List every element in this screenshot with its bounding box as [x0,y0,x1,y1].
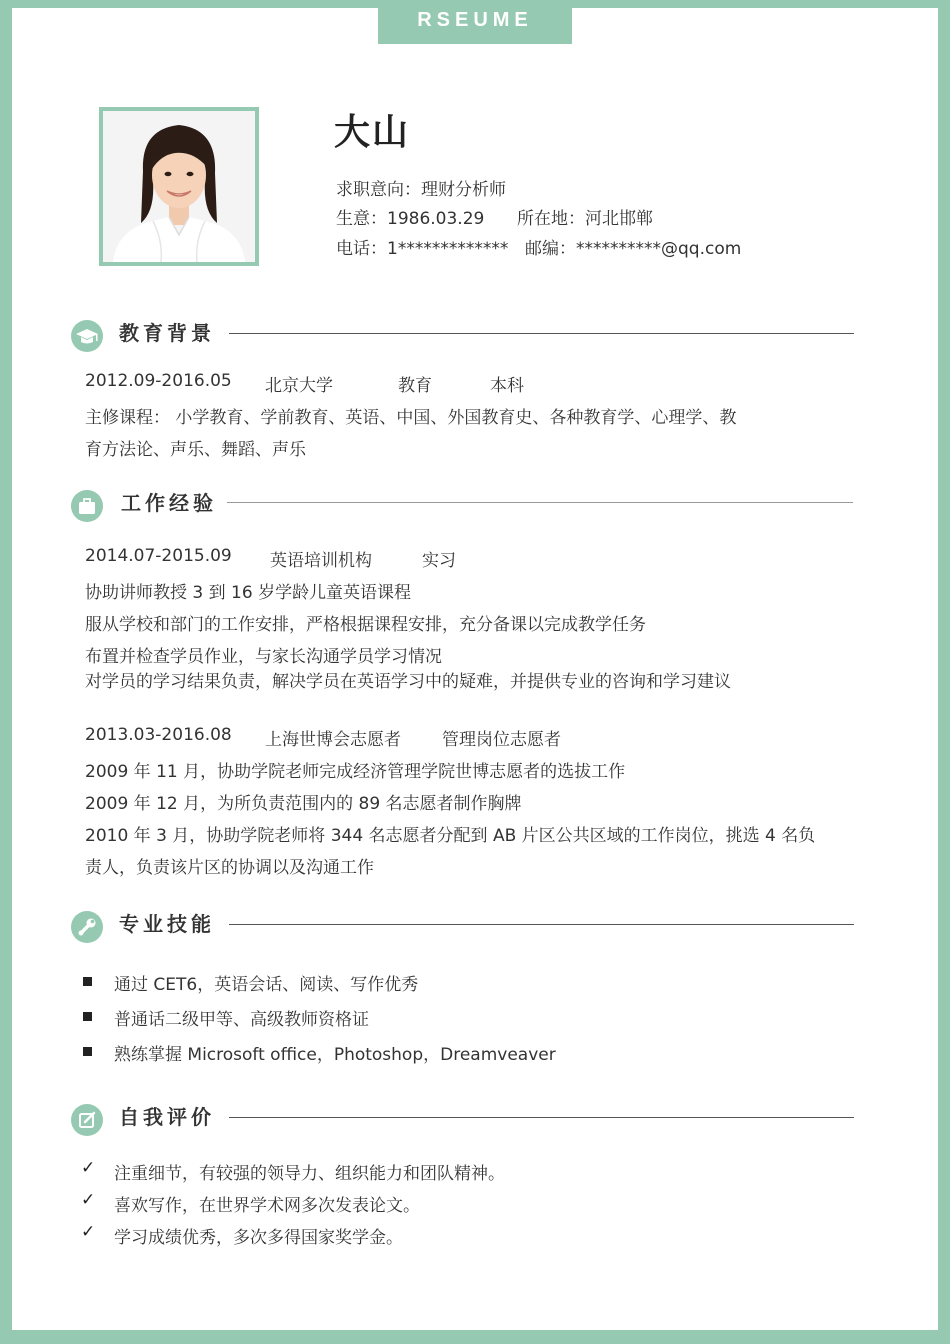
job1-line: 布置并检查学员作业，与家长沟通学员学习情况 [85,647,442,667]
portrait-illustration [103,111,255,262]
evaluation-item: 学习成绩优秀，多次多得国家奖学金。 [114,1228,403,1248]
edit-icon [71,1104,103,1136]
job1-period: 2014.07-2015.09 [85,546,232,566]
edu-period: 2012.09-2016.05 [85,371,232,391]
skill-item: 普通话二级甲等、高级教师资格证 [114,1010,369,1030]
evaluation-item: 喜欢写作，在世界学术网多次发表论文。 [114,1196,420,1216]
birth-date: 生意：1986.03.29 [336,209,485,229]
graduation-cap-icon [71,320,103,352]
edu-degree: 本科 [490,376,524,396]
skills-divider [229,924,854,925]
skill-item: 熟练掌握 Microsoft office，Photoshop，Dreamveaver [114,1045,556,1065]
work-divider [227,502,853,503]
job2-line: 责人，负责该片区的协调以及沟通工作 [85,858,374,878]
edu-major: 教育 [398,376,432,396]
job2-line: 2009 年 12 月，为所负责范围内的 89 名志愿者制作胸牌 [85,794,522,814]
phone: 电话：1************* [336,239,509,259]
skill-item: 通过 CET6，英语会话、阅读、写作优秀 [114,975,419,995]
evaluation-item: 注重细节，有较强的领导力、组织能力和团队精神。 [114,1164,505,1184]
job1-line: 协助讲师教授 3 到 16 岁学龄儿童英语课程 [85,583,412,603]
edu-school: 北京大学 [265,376,333,396]
edu-courses-line1: 主修课程： 小学教育、学前教育、英语、中国、外国教育史、各种教育学、心理学、教 [85,408,737,428]
job2-role: 管理岗位志愿者 [442,730,561,750]
check-icon: ✓ [81,1158,96,1178]
evaluation-title: 自我评价 [119,1105,215,1129]
wrench-icon [71,911,103,943]
job-intent: 求职意向：理财分析师 [336,180,506,200]
mail: 邮编：**********@qq.com [525,239,742,259]
job2-line: 2010 年 3 月，协助学院老师将 344 名志愿者分配到 AB 片区公共区域的工作岗位，挑选 4 名负 [85,826,816,846]
job2-line: 2009 年 11 月，协助学院老师完成经济管理学院世博志愿者的选拔工作 [85,762,626,782]
check-icon: ✓ [81,1190,96,1210]
check-icon: ✓ [81,1222,96,1242]
job1-company: 英语培训机构 [270,551,372,571]
resume-tag: RSEUME [378,0,572,44]
bullet-square-icon [83,977,92,986]
bullet-square-icon [83,1047,92,1056]
job1-line: 服从学校和部门的工作安排，严格根据课程安排，充分备课以完成教学任务 [85,615,646,635]
briefcase-icon [71,490,103,522]
job2-company: 上海世博会志愿者 [265,730,401,750]
profile-photo [99,107,259,266]
education-title: 教育背景 [119,321,215,345]
bullet-square-icon [83,1012,92,1021]
edu-courses-line2: 育方法论、声乐、舞蹈、声乐 [85,440,306,460]
education-divider [229,333,854,334]
evaluation-divider [229,1117,854,1118]
job2-period: 2013.03-2016.08 [85,725,232,745]
job1-line: 对学员的学习结果负责，解决学员在英语学习中的疑难，并提供专业的咨询和学习建议 [85,672,731,692]
work-title: 工作经验 [121,491,217,515]
candidate-name: 大山 [334,112,411,153]
job1-role: 实习 [422,551,456,571]
skills-title: 专业技能 [119,912,215,936]
location: 所在地：河北邯郸 [517,209,653,229]
